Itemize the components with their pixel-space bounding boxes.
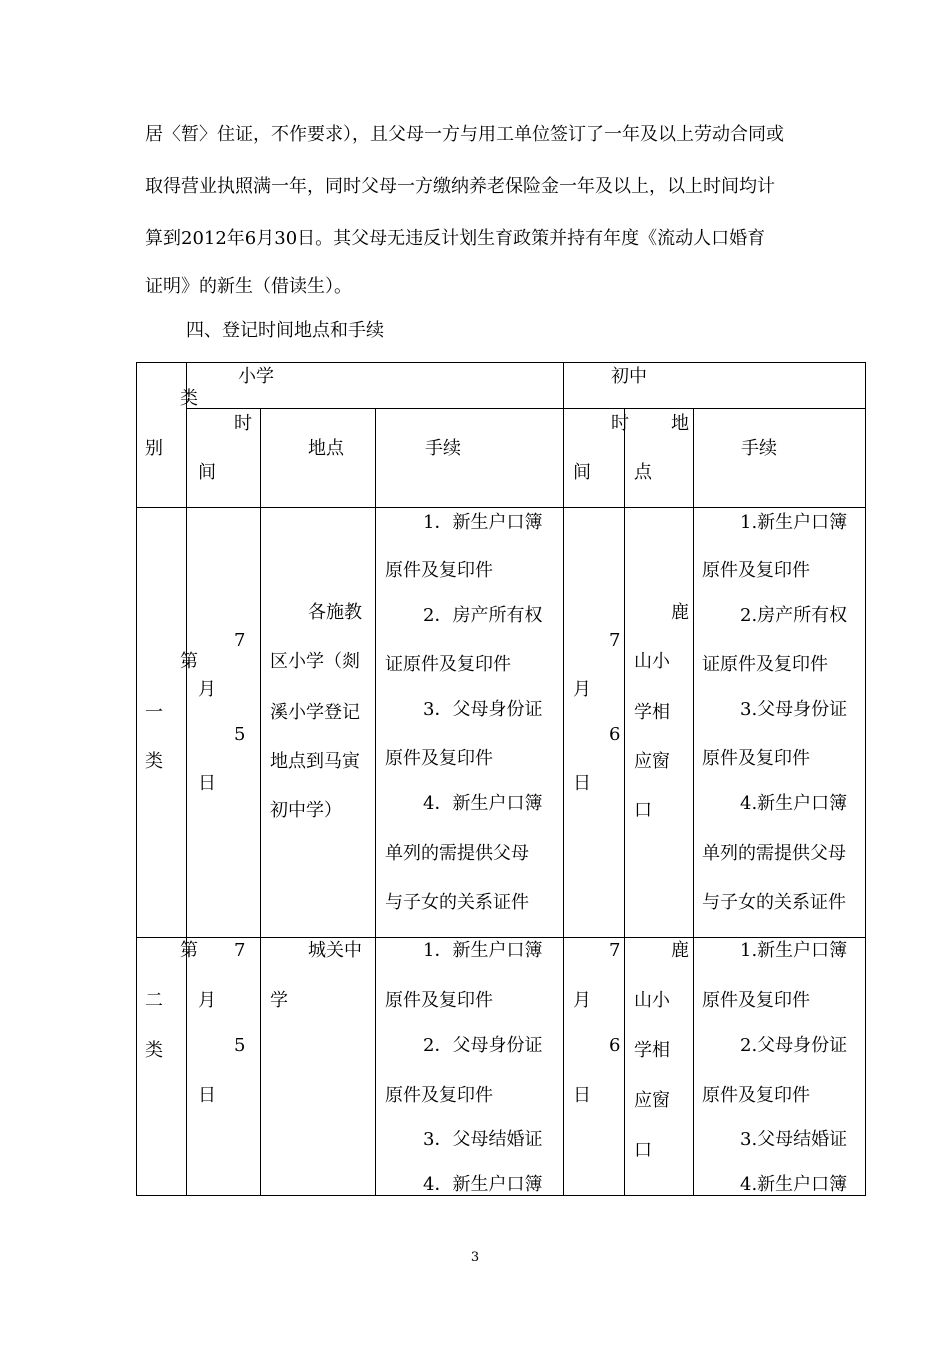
row2-category: 二: [145, 990, 163, 1011]
row1-junior-place: 应窗: [634, 751, 670, 772]
row2-junior-time: 7: [609, 940, 621, 961]
row1-junior-procedure: 2.房产所有权: [740, 605, 848, 626]
row2-junior-time: 日: [573, 1085, 591, 1106]
row1-junior-time: 月: [573, 679, 591, 700]
row1-junior-procedure: 原件及复印件: [702, 560, 810, 581]
row1-junior-time: 日: [573, 773, 591, 794]
paragraph-line-2: 取得营业执照满一年，同时父母一方缴纳养老保险金一年及以上，以上时间均计: [145, 176, 775, 197]
header-junior-time-bottom: 间: [573, 462, 591, 483]
row1-junior-place: 鹿: [671, 602, 689, 623]
row2-primary-procedure: 2．父母身份证: [423, 1035, 543, 1056]
row2-primary-procedure: 3．父母结婚证: [423, 1129, 543, 1150]
row1-category: 一: [145, 702, 163, 723]
table-border-header-bottom: [136, 507, 866, 508]
row1-primary-procedure: 1．新生户口簿: [423, 512, 543, 533]
row2-junior-procedure: 原件及复印件: [702, 990, 810, 1011]
row1-primary-procedure: 4．新生户口簿: [423, 793, 543, 814]
row1-primary-place: 地点到马寅: [270, 751, 360, 772]
header-primary: 小学: [238, 366, 274, 387]
table-border-left: [136, 362, 137, 1196]
row2-primary-place: 学: [270, 990, 288, 1011]
table-col-divider-6: [693, 408, 694, 1196]
row1-junior-place: 学相: [634, 702, 670, 723]
row1-primary-place: 溪小学登记: [270, 702, 360, 723]
header-junior-place-top: 地: [671, 413, 689, 434]
row1-junior-place: 口: [634, 800, 652, 821]
row2-junior-time: 6: [609, 1035, 621, 1056]
row2-junior-time: 月: [573, 990, 591, 1011]
row1-primary-time: 5: [234, 724, 246, 745]
table-col-divider-2: [260, 408, 261, 1196]
row1-junior-procedure: 3.父母身份证: [740, 699, 848, 720]
row1-primary-procedure: 2．房产所有权: [423, 605, 543, 626]
row2-primary-place: 城关中: [308, 940, 362, 961]
row1-primary-procedure: 证原件及复印件: [385, 654, 511, 675]
row2-junior-procedure: 2.父母身份证: [740, 1035, 848, 1056]
row1-primary-procedure: 与子女的关系证件: [385, 892, 529, 913]
header-category-bottom: 别: [145, 438, 163, 459]
row1-category: 类: [145, 751, 163, 772]
header-primary-place: 地点: [308, 438, 344, 459]
row2-primary-time: 7: [234, 940, 246, 961]
row2-junior-procedure: 4.新生户口簿: [740, 1174, 848, 1195]
row1-primary-time: 日: [198, 773, 216, 794]
table-border-right: [865, 362, 866, 1196]
row2-primary-time: 5: [234, 1035, 246, 1056]
row1-junior-time: 6: [609, 724, 621, 745]
row1-junior-procedure: 1.新生户口簿: [740, 512, 848, 533]
row2-primary-procedure: 原件及复印件: [385, 1085, 493, 1106]
row1-junior-procedure: 4.新生户口簿: [740, 793, 848, 814]
row1-primary-procedure: 3．父母身份证: [423, 699, 543, 720]
row2-primary-procedure: 4．新生户口簿: [423, 1174, 543, 1195]
row1-junior-time: 7: [609, 630, 621, 651]
paragraph-line-4: 证明》的新生（借读生）。: [145, 276, 352, 297]
row1-junior-procedure: 原件及复印件: [702, 748, 810, 769]
page-number: 3: [470, 1250, 480, 1265]
table-border-header-mid: [186, 408, 866, 409]
row2-junior-place: 应窗: [634, 1090, 670, 1111]
row2-junior-place: 鹿: [671, 940, 689, 961]
row2-junior-place: 口: [634, 1140, 652, 1161]
table-border-row1-bottom: [136, 937, 866, 938]
row2-junior-procedure: 1.新生户口簿: [740, 940, 848, 961]
row1-junior-place: 山小: [634, 651, 670, 672]
row1-primary-time: 月: [198, 679, 216, 700]
header-category-top: 类: [180, 388, 198, 409]
row2-junior-place: 山小: [634, 990, 670, 1011]
header-primary-procedure: 手续: [425, 438, 461, 459]
row2-primary-time: 第: [180, 940, 198, 961]
header-junior-time-top: 时: [611, 413, 629, 434]
row1-junior-procedure: 证原件及复印件: [702, 654, 828, 675]
row2-primary-procedure: 原件及复印件: [385, 990, 493, 1011]
row1-primary-procedure: 原件及复印件: [385, 748, 493, 769]
row2-junior-procedure: 原件及复印件: [702, 1085, 810, 1106]
header-junior-procedure: 手续: [741, 438, 777, 459]
table-col-divider-3: [375, 408, 376, 1196]
row1-primary-place: 各施教: [308, 602, 362, 623]
row1-primary-place: 区小学（剡: [270, 651, 360, 672]
row2-junior-place: 学相: [634, 1040, 670, 1061]
header-primary-time-bottom: 间: [198, 462, 216, 483]
table-col-divider-5: [624, 408, 625, 1196]
row2-primary-procedure: 1．新生户口簿: [423, 940, 543, 961]
row1-primary-procedure: 单列的需提供父母: [385, 843, 529, 864]
table-col-divider-1: [186, 362, 187, 1196]
row2-primary-time: 日: [198, 1085, 216, 1106]
paragraph-line-1: 居〈暂〉住证，不作要求），且父母一方与用工单位签订了一年及以上劳动合同或: [145, 124, 784, 145]
row2-primary-time: 月: [198, 990, 216, 1011]
row1-junior-procedure: 单列的需提供父母: [702, 843, 846, 864]
row1-primary-procedure: 原件及复印件: [385, 560, 493, 581]
row2-junior-procedure: 3.父母结婚证: [740, 1129, 848, 1150]
header-junior-place-bottom: 点: [634, 462, 652, 483]
section-heading: 四、登记时间地点和手续: [186, 320, 384, 341]
paragraph-line-3: 算到2012年6月30日。其父母无违反计划生育政策并持有年度《流动人口婚育: [145, 228, 766, 249]
row1-primary-place: 初中学）: [270, 800, 342, 821]
table-col-divider-4: [563, 362, 564, 1196]
table-border-top: [136, 362, 866, 363]
row2-category: 类: [145, 1040, 163, 1061]
row1-junior-procedure: 与子女的关系证件: [702, 892, 846, 913]
row1-primary-time: 7: [234, 630, 246, 651]
header-junior: 初中: [611, 366, 647, 387]
row1-primary-time: 第: [180, 651, 198, 672]
header-primary-time-top: 时: [234, 413, 252, 434]
